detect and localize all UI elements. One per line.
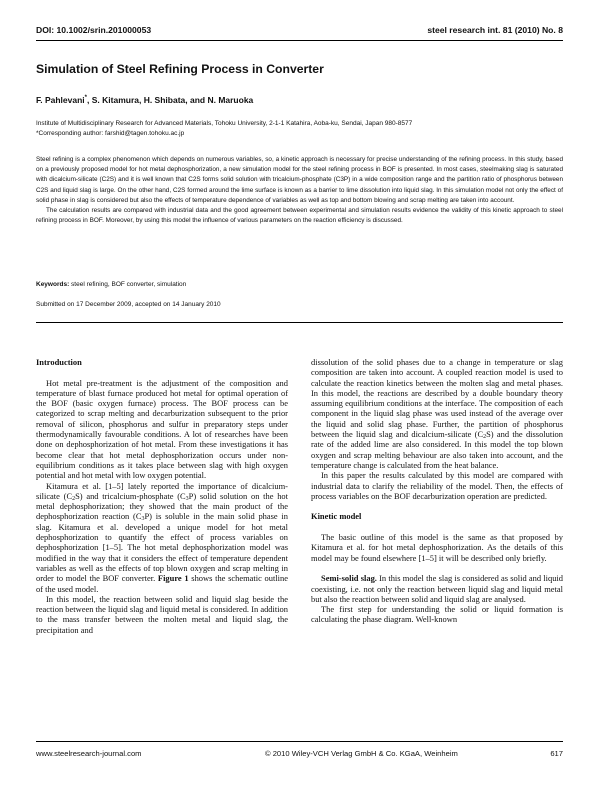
keywords-text: steel refining, BOF converter, simulation (69, 281, 187, 288)
author-first: F. Pahlevani (36, 95, 85, 105)
body-paragraph: Kitamura et al. [1–5] lately reported the importance of dicalcium-silicate $(C_2S)$ and tricalcium-phosphate $(C_3P)$ solid solution on the hot metal dephosphorization; they showed that the main product of the dephosphorization reaction $(C_3P)$ is soluble in the main solid phase in slag. Kitamura et al. developed a unique model for hot metal dephosphorization to quantify the effect of process variables on dephosphorization [1–5]. The hot metal dephosphorization model was modified in the way that it considers the effect of temperature dependent variables as well as the effects of top blown oxygen and scrap melting in order to model the BOF converter. Figure 1 shows the schematic outline of the used model. (36, 480, 288, 594)
corresponding-author: *Corresponding author: farshid@tagen.tohoku.ac.jp (36, 130, 185, 137)
footer-rule (36, 741, 563, 742)
author-rest: , S. Kitamura, H. Shibata, and N. Maruoka (87, 95, 254, 105)
section-heading-kinetic-model: Kinetic model (311, 511, 362, 522)
doi: DOI: 10.1002/srin.201000053 (36, 25, 152, 35)
author-list (36, 95, 253, 105)
submission-dates: Submitted on 17 December 2009, accepted on 14 January 2010 (36, 301, 221, 308)
keywords-label: Keywords: (36, 281, 70, 288)
copyright-notice: © 2010 Wiley-VCH Verlag GmbH & Co. KGaA, Weinheim (265, 749, 458, 758)
header-rule (36, 40, 563, 41)
abstract-paragraph-1: Steel refining is a complex phenomenon which depends on numerous variables, so, a kinetic approach is necessary for precise understanding of the refining process. In this study, based on a previously proposed model for hot metal dephosphorization, a new simulation model for the steel refining process in BOF is presented. In most cases, steelmaking slag is saturated with dicalcium-silicate (C2S) and it is well known that C2S forms solid solution with tricalcium-phosphate (C3P) in a wide composition range and the partition ratio of phosphorus between C2S and liquid slag is large. On the other hand, C2S formed around the lime surface is known as a barrier to lime dissolution into liquid slag. In this simulation model not only the effect of solid phase in slag is considered but also the effects of temperature dependence of variables as well as top and bottom blowing and scrap melting are taken into account. (36, 156, 563, 204)
body-paragraph: dissolution of the solid phases due to a change in temperature or slag composition are taken into account. A coupled reaction model is used to calculate the reaction kinetics between the molten slag and metal phases. In this model, the reactions are described by a double boundary theory assuming equilibrium conditions at the interface. The composition of each component in the liquid slag phase was used instead of the average over the liquid and solid slag phase. Further, the partition of phosphorus between the liquid slag and dicalcium-silicate $(C_2S)$ and the dissolution rate of the added lime are also considered. In this model the top blown oxygen and scrap melting behaviour are also taken into account, and the temperature change is calculated from the heat balance. (311, 357, 563, 470)
keywords (36, 281, 186, 288)
body-column-right (311, 357, 563, 625)
body-paragraph: The basic outline of this model is the same as that proposed by Kitamura et al. for hot metal dephosphorization. As the details of this model may be found elsewhere [1–5] it will be described only briefly. (311, 532, 563, 563)
run-in-heading: Semi-solid slag. (321, 573, 377, 584)
affiliation: Institute of Multidisciplinary Research for Advanced Materials, Tohoku University, 2-1-1 Katahira, Aoba-ku, Sendai, Japan 980-8577 (36, 120, 413, 127)
body-paragraph: Hot metal pre-treatment is the adjustment of the composition and temperature of blast furnace produced hot metal for optimal operation of the BOF (basic oxygen furnace) process. The BOF process can be categorized to scrap melting and decarburization subsequent to the prior removal of silicon, phosphorus and sulfur in preparatory steps under thermodynamically favourable conditions. A lot of researches have been done on dephosphorization of hot metal. From these investigations it has become clear that hot metal dephosphorization occurs under non-equilibrium conditions as it takes place between slag with high oxygen potential and hot metal with low oxygen potential. (36, 377, 288, 481)
running-header (36, 25, 563, 39)
abstract (36, 155, 563, 226)
abstract-paragraph-2: The calculation results are compared with industrial data and the good agreement between experimental and simulation results evidence the validity of this kinetic approach to steel refining process in BOF. Moreover, by using this model the influence of various parameters on the reaction efficiency is discussed. (36, 207, 563, 225)
journal-issue: steel research int. 81 (2010) No. 8 (427, 25, 563, 35)
body-paragraph: The first step for understanding the solid or liquid formation is calculating the phase diagram. Well-known (311, 604, 563, 625)
corresponding-mark: * (84, 95, 88, 102)
journal-website: www.steelresearch-journal.com (36, 749, 142, 758)
article-title: Simulation of Steel Refining Process in Converter (36, 62, 324, 76)
body-column-left (36, 357, 288, 635)
affiliations (36, 119, 563, 139)
abstract-rule (36, 322, 563, 323)
section-heading-introduction: Introduction (36, 357, 82, 367)
body-paragraph: Semi-solid slag. In this model the slag is considered as solid and liquid coexisting, i.e. not only the reaction between liquid slag and liquid metal but also the reaction between solid and liquid slag are analysed. (311, 573, 563, 604)
body-paragraph: In this model, the reaction between solid and liquid slag beside the reaction between the liquid slag and liquid metal is considered. In addition to the mass transfer between the molten metal and liquid slag, the precipitation and (36, 593, 288, 635)
page-number: 617 (550, 749, 563, 758)
body-paragraph: In this paper the results calculated by this model are compared with industrial data to clarify the reliability of the model. Then, the effects of process variables on the BOF decarburization operation are predicted. (311, 470, 563, 501)
